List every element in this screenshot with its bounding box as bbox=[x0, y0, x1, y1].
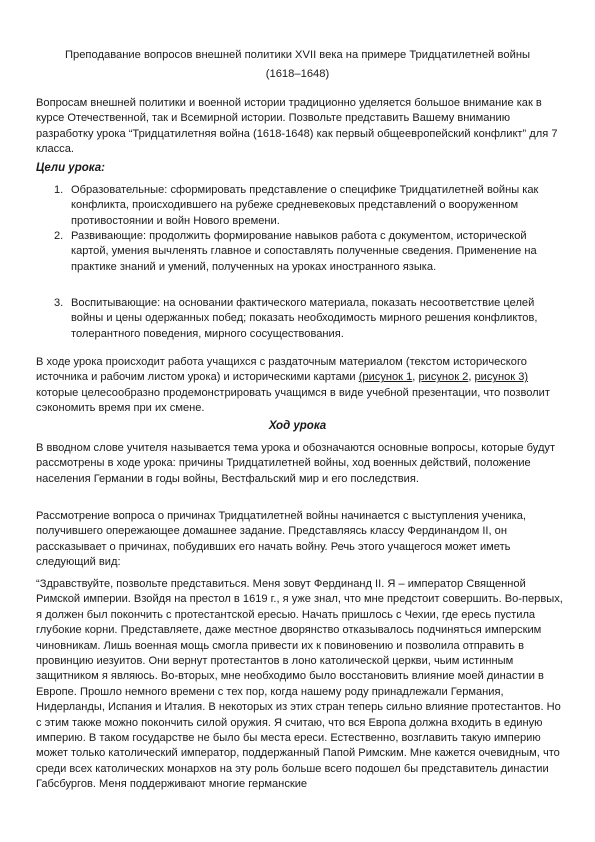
intro-paragraph: Вопросам внешней политики и военной истории традиционно уделяется большое внимание как в курсе Отечественной, так и Всемирной истории. Позвольте представить Вашему вниманию разработку урока “Тридцатилетняя война (1618-1648) как первый общеевропейский конфликт” для 7 класса. bbox=[36, 97, 558, 156]
speech-paragraph: “Здравствуйте, позвольте представиться. Меня зовут Фердинанд II. Я – император Священной Римской империи. Взойдя на престол в 1619 г., я уже знал, что мне предстоит совершить. Во-первых, я должен был покончить с протестантской ересью. Начать пришлось с Чехии, где ересь пустила глубокие корни. Представляете, даже местное дворянство отказывалось подчиняться имперским чиновникам. Лишь военная мощь смогла привести их к повиновению и позволила отправить в провинцию иезуитов. Они вернут протестантов в лоно католической церкви, чьим истинным защитником я являюсь. Во-вторых, мне необходимо было восстановить влияние моей династии в Европе. Прошло немного времени с тех пор, когда нашему роду принадлежали Германия, Нидерланды, Испания и Италия. В некоторых из этих стран теперь сильно влияние протестантов. Но с этим также можно покончить силой оружия. Я считаю, что вся Европа должна входить в единую империю. В таком государстве не было бы места ереси. Естественно, возглавить такую империю может только католический император, поддержанный Папой Римским. Мне кажется очевидным, что среди всех католических монархов на эту роль больше всего подошел бы представитель династии Габсбургов. Меня поддерживают многие германские bbox=[36, 578, 563, 791]
figure-1-link[interactable]: (рисунок 1 bbox=[358, 371, 413, 384]
course-intro-paragraph: В вводном слове учителя называется тема урока и обозначаются основные вопросы, которые будут рассмотрены в ходе урока: причины Тридцатилетней войны, ход военных действий, положение населения Германии в годы войны, Вестфальский мир и его последствия. bbox=[36, 442, 556, 485]
lesson-course-heading: Ход урока bbox=[268, 420, 327, 432]
goal-number: 2. bbox=[54, 230, 64, 242]
title-line-2: (1618–1648) bbox=[265, 68, 330, 80]
causes-paragraph: Рассмотрение вопроса о причинах Тридцатилетней войны начинается с выступления ученика, получившего опережающее домашнее задание. Представляясь классу Фердинандом II, он рассказывает о причинах, побудивших его начать войну. Речь этого учащегося может иметь следующий вид: bbox=[36, 510, 527, 569]
title-line-1: Преподавание вопросов внешней политики XVII века на примере Тридцатилетней войны bbox=[64, 49, 531, 61]
materials-text-end: которые целесообразно продемонстрировать учащимся в виде учебной презентации, что позволит сэкономить время при их смене. bbox=[36, 386, 550, 415]
goal-number: 3. bbox=[54, 297, 64, 309]
goal-text: Воспитывающие: на основании фактического материала, показать несоответствие целей войны и цены одержанных побед; показать необходимость мирного решения конфликтов, толерантного поведения, мирного сосуществования. bbox=[71, 297, 538, 340]
figure-3-link[interactable]: рисунок 3) bbox=[474, 371, 529, 384]
goal-item-2 bbox=[54, 229, 564, 275]
goal-text: Образовательные: сформировать представление о специфике Тридцатилетней войны как конфликта, происходившего на рубеже средневековых представлений о вооруженном противостоянии и войн Нового времени. bbox=[71, 184, 539, 227]
document-title bbox=[36, 46, 559, 84]
goal-number: 1. bbox=[54, 184, 64, 196]
link-separator: , bbox=[468, 371, 475, 384]
goal-text: Развивающие: продолжить формирование навыков работа с документом, исторической картой, умения вычленять главное и сопоставлять полученные сведения. Применение на практике знаний и умений, полученных на уроках иностранного языка. bbox=[71, 230, 537, 273]
materials-text: В ходе урока происходит работа учащихся с раздаточным материалом (текстом исторического источника и рабочим листом урока) и историческими картами bbox=[36, 356, 527, 384]
goal-item-1 bbox=[54, 183, 564, 229]
goals-heading: Цели урока: bbox=[36, 162, 105, 174]
link-separator: , bbox=[412, 371, 419, 384]
materials-paragraph bbox=[36, 355, 566, 417]
figure-2-link[interactable]: рисунок 2 bbox=[418, 371, 469, 384]
goal-item-3 bbox=[54, 296, 564, 342]
